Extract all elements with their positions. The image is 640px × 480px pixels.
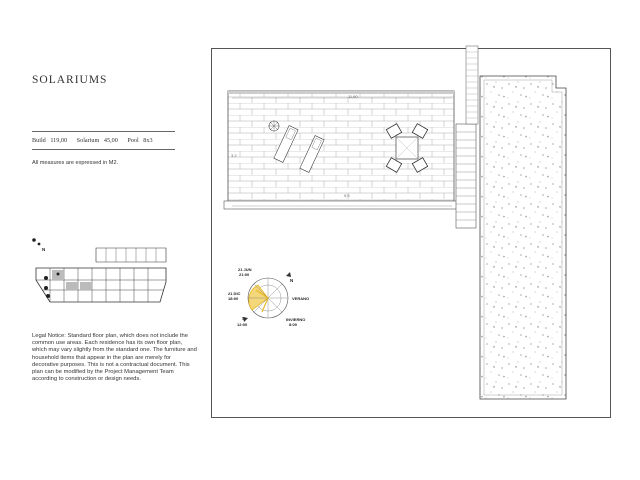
dimension-bottom: 9,5 — [344, 193, 350, 198]
parapet-top — [228, 91, 454, 94]
pool-area — [480, 76, 566, 399]
north-label: N — [290, 278, 294, 283]
solarium-label: Solarium — [76, 137, 100, 144]
legal-notice: Legal Notice: Standard floor plan, which does not include the common use areas. Each residence has its own floor plan, which may vary slightly from the standard one. The furniture and household items that appear in the plan are merely for decorative purposes. This is not a contractual document. This plan can be modified by the Project Management Team according to construction or design needs. — [32, 333, 197, 383]
jun-time: 21:00 — [239, 272, 250, 277]
pool-value: 8x3 — [143, 137, 153, 144]
build-value: 119,00 — [50, 137, 68, 144]
south-label: S — [242, 316, 246, 321]
parapet-bottom — [224, 201, 458, 209]
noon-time: 12:00 — [237, 322, 248, 327]
dic-time: 18:00 — [228, 296, 239, 301]
north-arrow-icon — [286, 272, 291, 277]
winter-sun-sector — [249, 285, 268, 310]
compass-dot-icon — [32, 238, 36, 242]
solarium-terrace — [228, 91, 454, 201]
build-label: Build — [32, 137, 46, 144]
dic-label: 21 DIC — [228, 291, 241, 296]
page-title: SOLARIUMS — [32, 74, 108, 86]
dimension-top: 11,60 — [348, 94, 358, 99]
key-north-label: N — [42, 247, 46, 252]
staircase — [456, 46, 478, 228]
solarium-value: 45,00 — [103, 137, 118, 144]
jun-label: 21 JUN — [238, 267, 252, 272]
compass-dot-small-icon — [38, 243, 41, 246]
dimension-side: 3,2 — [231, 153, 237, 158]
winter-label: INVIERNO — [286, 317, 306, 322]
measures-note: All measures are expressed in M2. — [32, 160, 119, 166]
winter-time: 8:00 — [289, 322, 298, 327]
sun-path-diagram — [228, 267, 309, 327]
pool-label: Pool — [127, 137, 139, 144]
key-plan — [32, 238, 166, 302]
summer-label: VERANO — [292, 296, 310, 301]
